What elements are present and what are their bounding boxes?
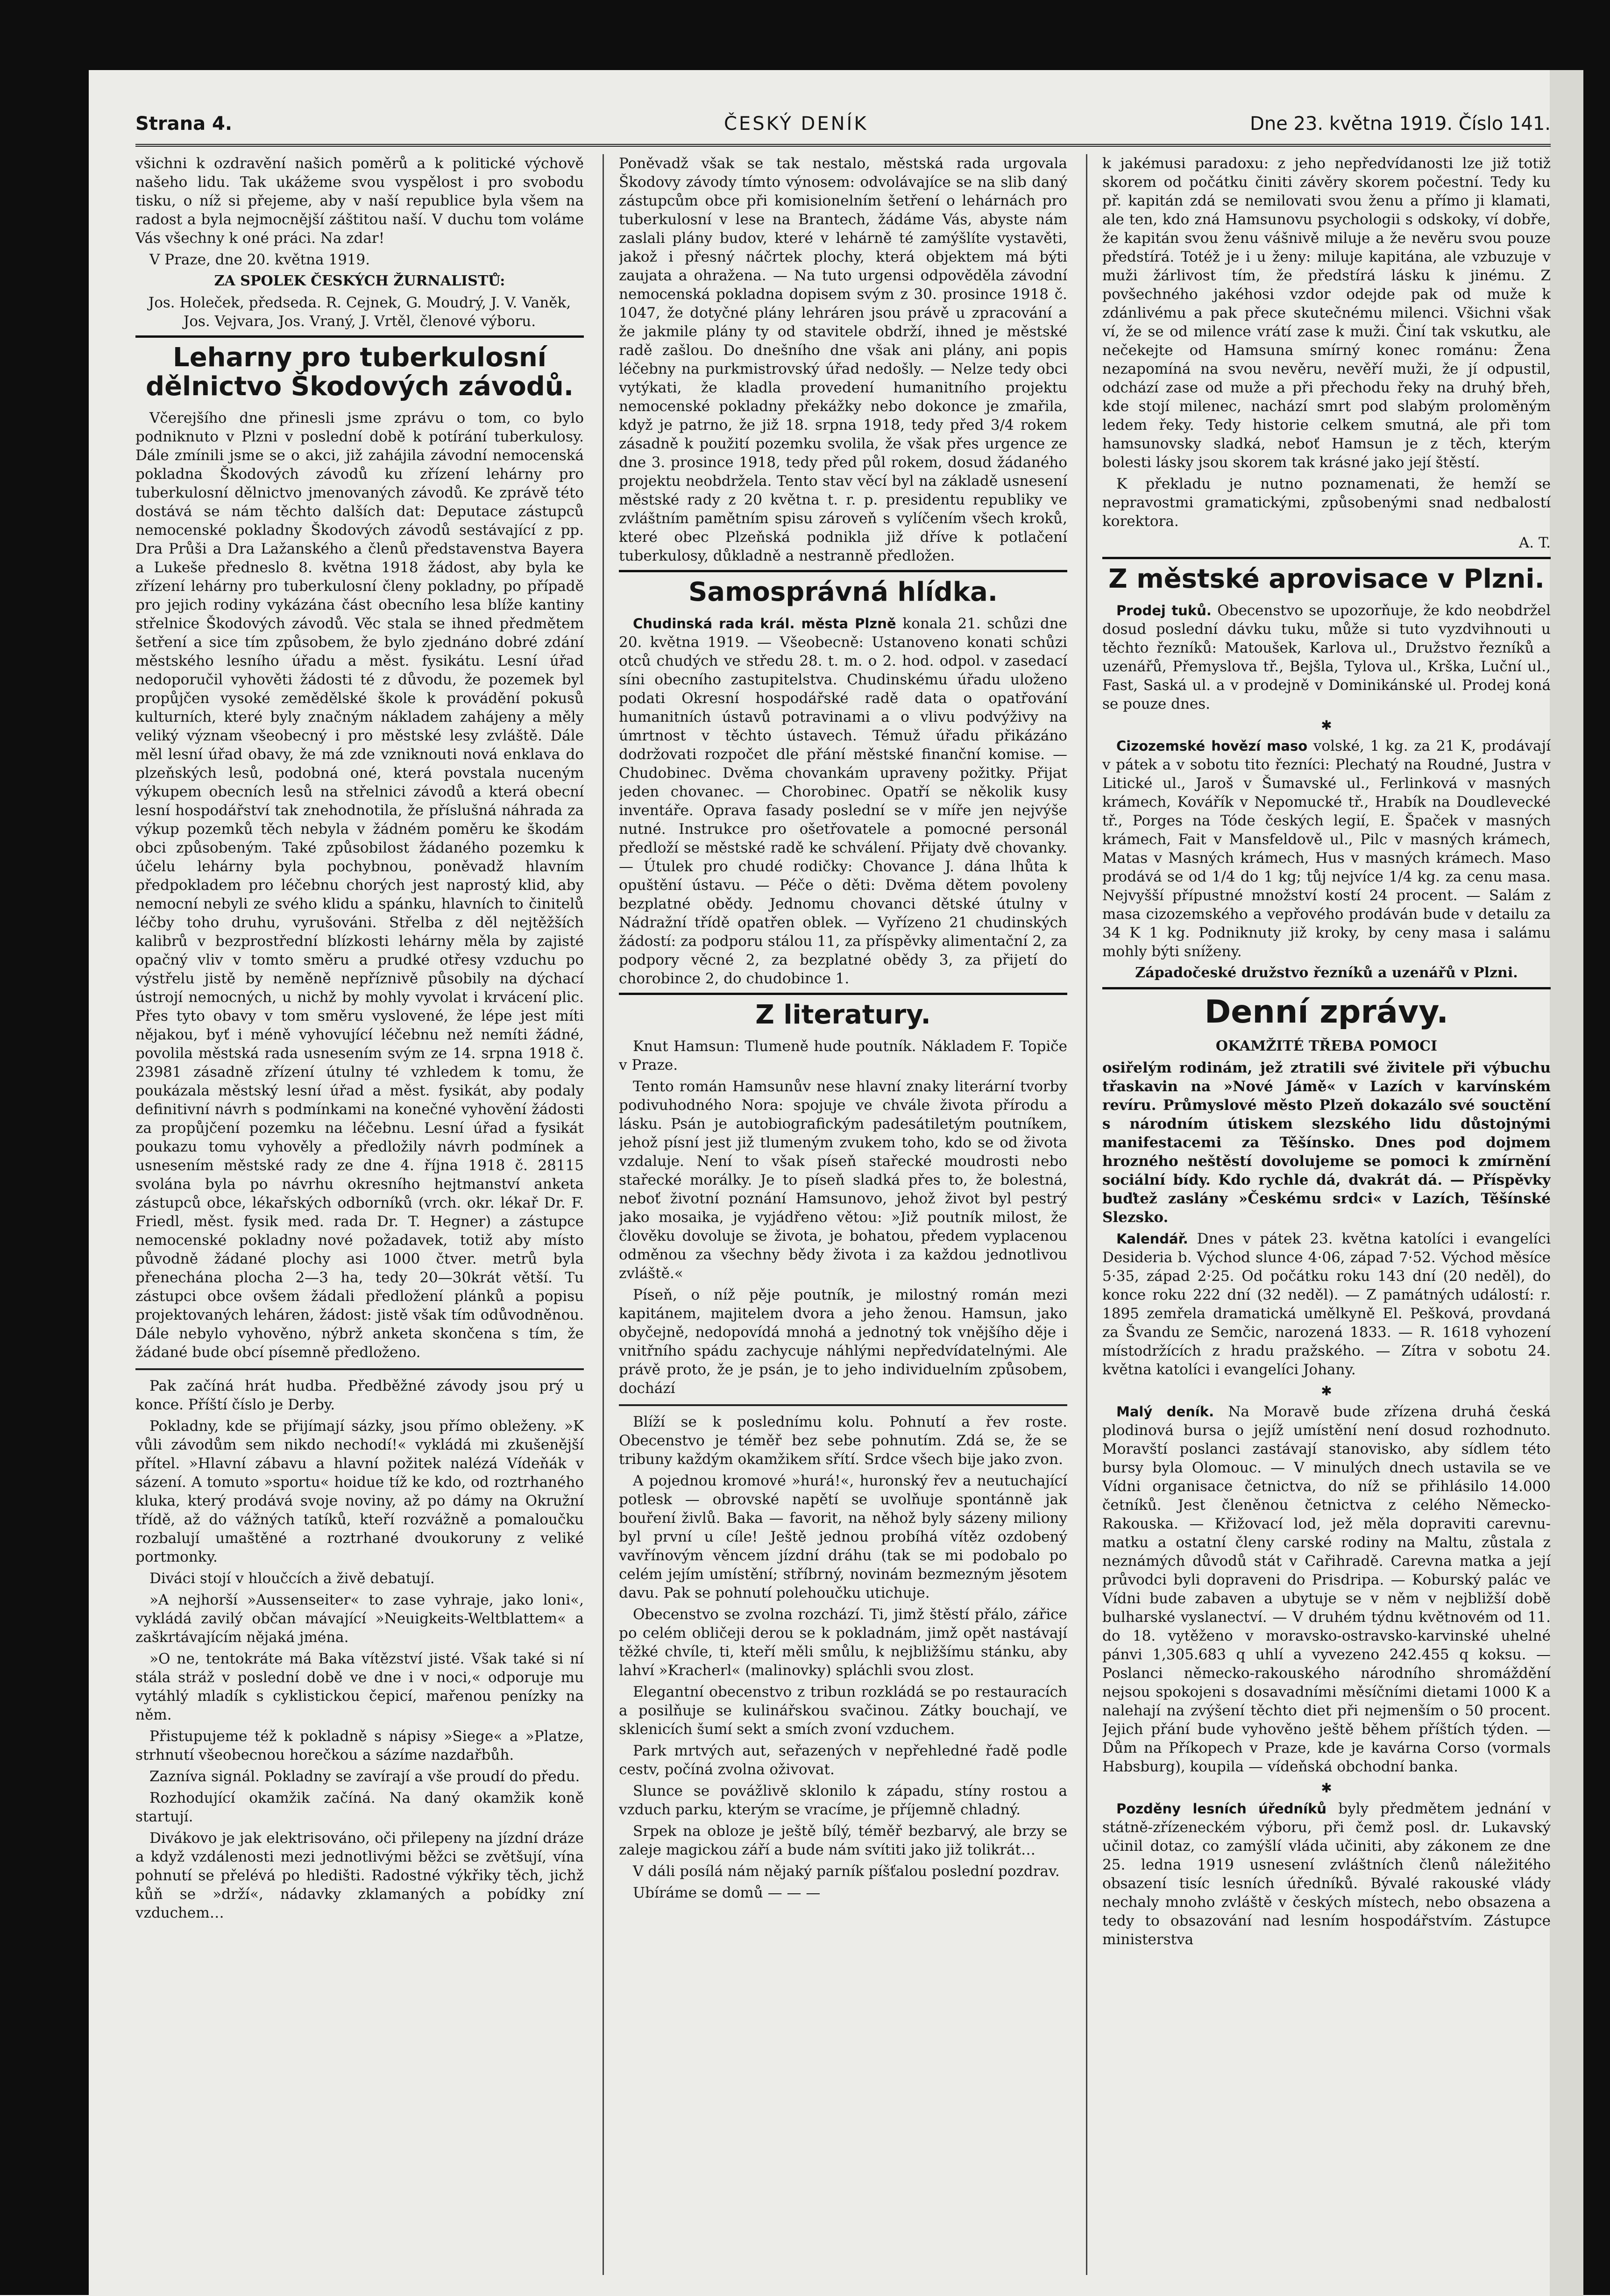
small-news [1102, 1402, 1551, 1776]
aprovisace-meat-text: volské, 1 kg. za 21 K, prodávají v pátek a v sobotu tito řezníci: Plechatý na Roudné, Justra v Litické ul., Jaroš v Šumavské ul., Ferlinková v masných krámech, Kovářík v Nepomucké tř., Hrabík na Doudlevecké tř., Porges na Tóde českých legií, E. Špaček v masných krámech, Fait v Mansfeldově ul., Pilc v masných krámech, Matas v Masných krámech, Hus v masných krámech. Maso prodává se od 1/4 do 1 kg; tůj nejvíce 1/4 kg. za cenu masa. Nejvyšší přípustné množství kostí 24 procent. — Salám z masa cizozemského a vepřového prodáván bude v detailu za 34 K 1 kg. Podniknuty již kroky, by ceny masa i salámu mohly býti sníženy. [1102, 738, 1551, 960]
article-body: Včerejšího dne přinesli jsme zprávu o tom, co bylo podniknuto v Plzni v poslední době k potírání tuberkulosy. Dále zmínili jsme se o akci, již zahájila závodní nemocenská pokladna Škodových závodů ku zřízení lehárny pro tuberkulosní dělnictvo jmenovaných závodů. Ke zprávě této dostává se nám těchto dalších dat: Deputace zástupců nemocenské pokladny Škodových závodů sestávající z pp. Dra Průši a Dra Lažanského a členů představenstva Bayera a Lukeše předneslo 8. května 1918 žádost, aby byla ke zřízení lehárny pro tuberkulosní členy pokladny, po případě pro jejich rodiny vykázána část obecního lesa blíže kantiny střelnice Škodových závodů. Věc stala se ihned předmětem šetření a sice tím způsobem, že bylo zjednáno dobré zdání městského lesního úřadu a měst. fysikátu. Lesní úřad nedoporučil vyhověti žádosti té z důvodu, že pozemek byl propůjčen vysoké zemědělské škole k provádění pokusů kulturních, které byly značným nákladem zahájeny a měly veliký význam všeobecný i pro městské lesy zvláště. Dále měl lesní úřad obavy, že má zde vzniknouti nová enklava do plzeňských lesů, podobná oné, která povstala nuceným výkupem obecních lesů na střelnici závodů a která obecní lesní hospodářství tak znehodnotila, že příslušná náhrada za výkup pozemků těch nebyla v žádném poměru ke škodám obci způsobeným. Také způsobilost žádaného pozemku k účelu lehárny byla pochybnou, poněvadž hlavním předpokladem pro léčebnu chorých jest naprostý klid, aby nemocní nebyli ze svého klidu a spánku, hlavních to činitelů léčby toho druhu, vyrušováni. Střelba z děl nejtěžších kalibrů v bezprostřední blízkosti lehárny měla by zajisté opačný vliv v tomto směru a prudké otřesy vzduchu po výstřelu jistě by neměně nepříznivě působily na dýchací ústrojí nemocných, u nichž by mohly vyvolat i krvácení plic. Přes tyto obavy v tom směru vyslovené, že lépe jest míti nějakou, byť i méně vyhovující léčebnu než nemíti žádné, povolila městská rada usnesením svým ze 14. srpna 1918 č. 23981 zásadně zřízení útulny té vzhledem k tomu, že poukázala městský lesní úřad a měst. fysikát, aby podaly definitivní návrh s podmínkami na konečné vyhovění žádosti za propůjčení pozemku na léčebnu. Lesní úřad a fysikát poukazu tomu vyhověly a předložily návrh podmínek a usnesením městské rady ze dne 4. října 1918 č. 28115 svolána byla po návrhu okresního hejtmanství anketa zástupců obce, lékařských odborníků (vrch. okr. lékař Dr. F. Friedl, měst. fysik med. rada Dr. T. Hegner) a zástupce nemocenské pokladny nové požadavek, totiž aby místo původně žádané plochy asi 1000 čtver. metrů byla přenechána plocha 2—3 ha, tedy 20—30krát větší. Tu zástupci obce ovšem žádali předložení plánků a popisu projektovaných leháren, žádost: jistě však tím odůvodněnou. Dále nebylo vyhověno, nýbrž anketa skončena s tím, že žádané bude obcí písemně předloženo. [135, 410, 584, 1361]
review-continuation: k jakémusi paradoxu: z jeho nepředvídanosti lze již totiž skorem od počátku činiti závěry skorem počestní. Tedy ku př. kapitán zdá se nemilovati svou ženu a přímo ji klamati, ale ten, kdo zná Hamsunovu psychologii s odskoky, ví dobře, že kapitán svou ženu vášnivě miluje a že nevěru svou pouze předstírá. Totéž je i u ženy: miluje kapitána, ale vzbuzuje v muži žárlivost tím, že předstírá lásku k jinému. Z povšechného jakéhosi vzdor odejde pak od muže k zdánlivému a pak přece skutečnému milenci. Všichni však ví, že se od milence vrátí zase k muži. Činí tak vskutku, ale nečekejte od Hamsuna smírný konec románu: Žena nezapomíná na svou nevěru, nevěří muži, že jí odpustil, odchází zase od muže a při přechodu řeky na druhý břeh, kde stojí milenec, nachází smrt pod slabým proloměným ledem řeky. Tedy historie celkem smutná, ale při tom hamsunovsky sladká, neboť Hamsun je z těch, kterým bolesti lásky jsou skorem tak krásné jako její štěstí. [1102, 155, 1551, 471]
column-middle [619, 154, 1067, 2275]
sport-paragraph: Rozhodující okamžik začíná. Na daný okamžik koně startují. [135, 1790, 584, 1825]
section-divider [619, 1404, 1067, 1406]
samosprava-lead: Chudinská rada král. města Plzně [633, 616, 896, 632]
section-headline-denni: Denní zprávy. [1102, 987, 1551, 1030]
column-left [135, 154, 584, 2275]
sport-paragraph: A pojednou kromové »hurá!«, huronský řev a neutuchající potlesk — obrovské napětí se uvolňuje spontánně jak bouření živlů. Baka — favorit, na něhož byly sázeny miliony byl první u cíle! Ještě jednou probíhá vítěz ozdobený vavřínovým věncem jízdní dráhu (tak se mi podobalo po celém jejím umístění; stříbrný, novinám bezmezným jěsotem davu. Pak se pohnutí polehoučku utichuje. [619, 1472, 1067, 1601]
samosprava-report [619, 614, 1067, 988]
review-note: K překladu je nutno poznamenati, že hemží se nepravostmi gramatickými, způsobenými snad nedbalostí korektora. [1102, 476, 1551, 530]
aprovisace-fat-text: Obecenstvo se upozorňuje, že kdo neobdržel dosud poslední dávku tuku, může si tuto vyzdvihnouti u těchto řezníků: Matoušek, Karlova ul., Družstvo řezníků a uzenářů, Přemyslova tř., Bejšla, Tylova ul., Krška, Luční ul., Fast, Saská ul. a v prodejně v Dominikánské ul. Prodej koná se pouze dnes. [1102, 602, 1551, 712]
sport-paragraph: Blíží se k poslednímu kolu. Pohnutí a řev roste. Obecenstvo je téměř bez sebe pohnutím. Zdá se, že se tribuny každým okamžikem sřítí. Srdce všech bije jako zvon. [619, 1414, 1067, 1468]
newspaper-page [89, 70, 1583, 2296]
sport-paragraph: Elegantní obecenstvo z tribun rozkládá se po restauracích a posilňuje se kulinářskou svačinou. Zátky bouchají, ve sklenicích šumí sekt a smích zvoní vzduchem. [619, 1684, 1067, 1738]
samosprava-text: konala 21. schůzi dne 20. května 1919. — Všeobecně: Ustanoveno konati schůzi otců chudých ve středu 28. t. m. o 2. hod. odpol. v zasedací síni obecního zastupitelstva. Chudinskému úřadu uloženo podati Okresní hospodářské radě data o opatřování humanitních ústavů potravinami a o vlivu podvýživy na úmrtnost v těchto ústavech. Témuž úřadu přikázáno dodržovati rozpočet dle přání městské finanční komise. — Chudobinec. Dvěma chovankám upraveny požitky. Přijat jeden chovanec. — Chorobinec. Opatří se několik kusy inventáře. Oprava fasady poslední se v míře jen nejvýše nutné. Instrukce pro ošetřovatele a pomocné personál předloží se městské radě ke schválení. Přijaty dvě chovanky. — Útulek pro chudé rodičky: Chovance J. dána lhůta k opuštění ústavu. — Péče o děti: Dvěma dětem povoleny bezplatné obědy. Jednomu chovanci dětské útulny v Nádražní třídě opatřen oblek. — Vyřízeno 21 chudinských žádostí: za podporu stálou 11, za příspěvky alimentační 2, za podpory věcné 2, za bezplatné obědy 3, za přijetí do chorobince 2, do chudobince 1. [619, 615, 1067, 987]
next-page-edge [1550, 70, 1583, 2296]
sport-paragraph: Diváci stojí v hloučcích a živě debatují. [149, 1570, 435, 1587]
page-number: Strana 4. [135, 113, 233, 135]
appeal-organization: ZA SPOLEK ČESKÝCH ŽURNALISTŮ: [214, 273, 505, 289]
masthead-title: ČESKÝ DENÍK [724, 113, 868, 135]
literature-review: Tento román Hamsunův nese hlavní znaky literární tvorby podivuhodného Nora: spojuje ve chvále života přírodu a lásku. Psán je autobiografickým padesátiletým poutníkem, jehož písní jest již tlumeným zvukem toho, kdo se od života vzdaluje. Není to však píseň stařecké moudrosti nebo stařecké morálky. Je to píseň sladká přes to, že bolestná, neboť životní poznání Hamsunovo, jehož život byl pestrý jako mosaika, je vyjádřeno větou: »Již poutník milost, že člověku dovoluje se života, je bohatou, předem vyplacenou odměnou za všechny bědy života i za každou jednotlivou zvláště.« [619, 1078, 1067, 1282]
sport-paragraph: Srpek na obloze je ještě bílý, téměř bezbarvý, ale brzy se zaleje magickou září a bude nám svítiti jako již tolikrát… [619, 1823, 1067, 1858]
forestry-news-text: byly předmětem jednání v státně-zřízeneckém výboru, při čemž posl. dr. Lukavský učinil dotaz, co zamýšlí vláda učiniti, aby zákonem ze dne 25. ledna 1919 usnesení zvláštních členů náležitého obsazení tisíc lesních úředníků. Bývalé rakouské vlády nechaly mnoho zvláště v českých místech, nebo obsazena a tedy to obsazování nad lesním hospodářstvím. Zástupce ministerstva [1102, 1800, 1551, 1948]
forestry-news [1102, 1799, 1551, 1949]
sport-paragraph: Přistupujeme též k pokladně s nápisy »Siege« a »Platze, strhnutí všeobecnou horečkou a sázíme nazdařbůh. [135, 1728, 584, 1763]
calendar-lead: Kalendář. [1116, 1231, 1188, 1247]
aprovisace-fat [1102, 601, 1551, 713]
page-header [135, 107, 1551, 147]
sport-paragraph: Park mrtvých aut, seřazených v nepřehledné řadě podle cestv, počíná zvolna oživovat. [619, 1742, 1067, 1778]
small-news-text: Na Moravě bude zřízena druhá česká plodinová bursa o jejíž umístění není dosud rozhodnuto. Moravští poslanci zastávají stanovisko, aby sídlem této bursy byla Olomouc. — V minulých dnech ustavila se ve Vídni organisace četnictva, do níž se přihlásilo 14.000 četníků. Jest členěnou četnictva z celého Německo-Rakouska. — Křižovací lod, jež měla dopraviti carevnu-matku a ostatní členy carské rodiny na Maltu, zůstala z neznámých důvodů stát v Cařihradě. Carevna matka a její průvodci byli dopraveni do Prisdripa. — Koburský palác ve Vídni bude zabaven a ubytuje se v něm v nejbližší době bulharské vyslanectví. — V druhém týdnu květnovém od 11. do 18. vytěženo v moravsko-ostravsko-karvinské uhelné pánvi 1,305.683 q uhlí a vyvezeno 242.455 q koksu. — Poslanci německo-rakouského národního shromáždění nejsou spokojeni s dosavadními měsíčními dietami 1000 K a nalehají na zvýšení těchto diet při nejmenším o 50 procent. Jejich přání bude vyhověno ještě během příštích týden. — Dům na Příkopech v Praze, kde je kavárna Corso (vormals Habsburg), koupila — vídeňská obchodní banka. [1102, 1403, 1551, 1775]
aprovisace-fat-lead: Prodej tuků. [1116, 603, 1212, 618]
literature-review: Píseň, o níž pěje poutník, je milostný román mezi kapitánem, majitelem dvora a jeho ženou. Hamsun, jako obyčejně, nedopovídá mnohá a jednotný tok vnějšího děje i vnitřního spádu zachycuje náhlými nepředvídatelnými. Ale právě proto, že je psán, je to jeho individuelním způsobem, dochází [619, 1287, 1067, 1397]
small-news-lead: Malý deník. [1116, 1404, 1214, 1420]
sport-paragraph: Ubíráme se domů — — — [633, 1884, 821, 1901]
article-headline: Leharny pro tuberkulosní dělnictvo Škodových závodů. [135, 335, 584, 401]
sport-paragraph: »O ne, tentokráte má Baka vítězství jisté. Však také si ní stála stráž v poslední době ve dne i v noci,« odporuje mu vytáhlý mladík s cyklistickou čepicí, mařenou penízky na něm. [135, 1650, 584, 1723]
review-signature: A. T. [1518, 534, 1551, 551]
column-right [1102, 154, 1551, 2275]
separator-star-icon: ✱ [1321, 718, 1332, 733]
sport-paragraph: Pokladny, kde se přijímají sázky, jsou přímo obleženy. »K vůli závodům sem nikdo nechodí!« vykládá mi zkušenější přítel. »Hlavní zábavu a hlavní požitek nalézá Vídeňák v sázení. A tomuto »sportu« hoidue tíž ke kdo, od roztrhaného kluka, který prodává svoje noviny, až po dámy na Okružní třídě, až do vážných tatíků, kteří rozvážně a pomaloučku rozbalují umaštěné a roztrhané dvoukoruny z veliké portmonky. [135, 1418, 584, 1565]
sport-paragraph: Divákovo je jak elektrisováno, oči přilepeny na jízdní dráze a když vzdálenosti mezi jednotlivými běžci se zvětšují, vína pohnutí se přelévá po hledišti. Radostné výkřiky těch, jichž kůň se »drží«, nádavky zklamaných a pobídky zní vzduchem… [135, 1830, 584, 1921]
forestry-news-lead: Pozděny lesních úředníků [1116, 1801, 1327, 1817]
issue-date: Dne 23. května 1919. Číslo 141. [1250, 113, 1551, 135]
sport-paragraph: Pak začíná hrát hudba. Předběžné závody jsou prý u konce. Příští číslo je Derby. [135, 1378, 584, 1413]
aprovisace-meat-lead: Cizozemské hovězí maso [1116, 738, 1308, 754]
section-divider [135, 1368, 584, 1370]
column-rule [1086, 154, 1087, 2275]
sport-paragraph: Slunce se povážlivě sklonilo k západu, stíny rostou a vzduch parku, kterým se vracíme, je příjemně chladný. [619, 1783, 1067, 1818]
aprovisace-signature: Západočeské družstvo řezníků a uzenářů v Plzni. [1135, 965, 1518, 981]
appeal-continuation: všichni k ozdravění našich poměrů a k politické výchově našeho lidu. Tak ukážeme svou vyspělost i pro svobodu tisku, o níž si přejeme, aby v naší republice byla všem na radost a byla nejmocnější záštitou naší. V duchu tom voláme Vás všechny k oné práci. Na zdar! [135, 155, 584, 247]
literature-title-line: Knut Hamsun: Tlumeně hude poutník. Nákladem F. Topiče v Praze. [619, 1038, 1067, 1073]
appeal-date: V Praze, dne 20. května 1919. [149, 251, 370, 268]
sport-paragraph: Zazníva signál. Pokladny se zavírají a vše proudí do předu. [149, 1768, 580, 1785]
section-headline-samosprava: Samosprávná hlídka. [619, 570, 1067, 607]
separator-star-icon: ✱ [1321, 1780, 1332, 1796]
calendar-note [1102, 1230, 1551, 1379]
article-continuation: Poněvadž však se tak nestalo, městská rada urgovala Škodovy závody tímto výnosem: odvolávajíce se na slib daný zástupcům obce při komisionelním šetření o lehárnách pro tuberkulosní v lese na Brantech, žádáme Vás, abyste nám zaslali plány budov, které v lehárně té zamýšlíte vystavěti, jakož i přesný náčrtek plochy, která objektem má býti zaujata a ohražena. — Na tuto urgensi odpověděla závodní nemocenská pokladna dopisem svým z 30. prosince 1918 č. 1047, že dotyčné plány lehráren jsou právě u zpracování a že jakmile plány ty od stavitele obdrží, ihned je městské radě zašlou. Do dnešního dne však ani plány, ani popis léčebny na purkmistrovský úřad nedošly. — Nelze tedy obci vytýkati, že kladla provedení humanitního projektu nemocenské pokladny překážky nebo dokonce je zmařila, když je patrno, že již 18. srpna 1918, tedy před 3/4 rokem zásadně k použití pozemku svolila, že však přes urgence ze dne 3. prosince 1918, tedy před půl rokem, dosud žádaného projektu neobdržela. Tento stav věcí byl na základě usnesení městské rady z 20 května t. r. p. presidentu republiky ve zvláštním pamětním spisu zároveň s vylíčením všech kroků, které obec Plzeňská podnikla již dříve k potlačení tuberkulosy, důkladně a nestranně předložen. [619, 155, 1067, 564]
appeal-text: osiřelým rodinám, jež ztratili své živitele při výbuchu třaskavin na »Nové Jámě« v Lazích v karvínském revíru. Průmyslové město Plzeň dokazálo své souctění s národním útiskem slezského lidu důstojnými manifestacemi za Těšínsko. Dnes pod dojmem hrozného neštěstí dovolujeme se pomoci k zmírnění sociální bídy. Kdo rychle dá, dvakrát dá. — Příspěvky buďtež zaslány »Českému srdci« v Lazích, Těšínské Slezsko. [1102, 1059, 1551, 1226]
section-headline-literatura: Z literatury. [619, 993, 1067, 1030]
sport-paragraph: Obecenstvo se zvolna rozchází. Ti, jimž štěstí přálo, zářice po celém obličeji derou se k pokladnám, jimž opět nastávají těžké chvíle, ti, kteří měli smůlu, k nejbližšímu stánku, aby lahví »Kracherl« (malinovky) spláchli svou zlost. [619, 1606, 1067, 1679]
aprovisace-meat [1102, 737, 1551, 961]
appeal-signers: Jos. Holeček, předseda. R. Cejnek, G. Moudrý, J. V. Vaněk, Jos. Vejvara, Jos. Vraný, J. Vrtěl, členové výboru. [148, 294, 571, 330]
section-headline-aprovisace: Z městské aprovisace v Plzni. [1102, 557, 1551, 594]
sport-paragraph: »A nejhorší »Aussenseiter« to zase vyhraje, jako loni«, vykládá zavilý občan mávající »Neuigkeits-Weltblattem« a zaškrtávajícím nějaká jména. [135, 1592, 584, 1646]
column-rule [603, 154, 604, 2275]
sport-paragraph: V dáli posílá nám nějaký parník píšťalou poslední pozdrav. [633, 1863, 1060, 1880]
calendar-text: Dnes v pátek 23. května katolíci i evangelíci Desideria b. Východ slunce 4·06, západ 7·52. Východ měsíce 5·35, západ 2·25. Od počátku roku 143 dní (20 neděl), do konce roku 222 dní (32 neděl). — Z památných událostí: r. 1895 zemřela dramatická umělkyně El. Pešková, provdaná za Švandu ze Semčic, narozená 1833. — R. 1618 vyhození místodržících z hradu pražského. — Zítra v sobotu 24. května katolíci i evangelíci Johany. [1102, 1230, 1551, 1378]
separator-star-icon: ✱ [1321, 1383, 1332, 1399]
appeal-title: OKAMŽITÉ TŘEBA POMOCI [1215, 1038, 1438, 1054]
